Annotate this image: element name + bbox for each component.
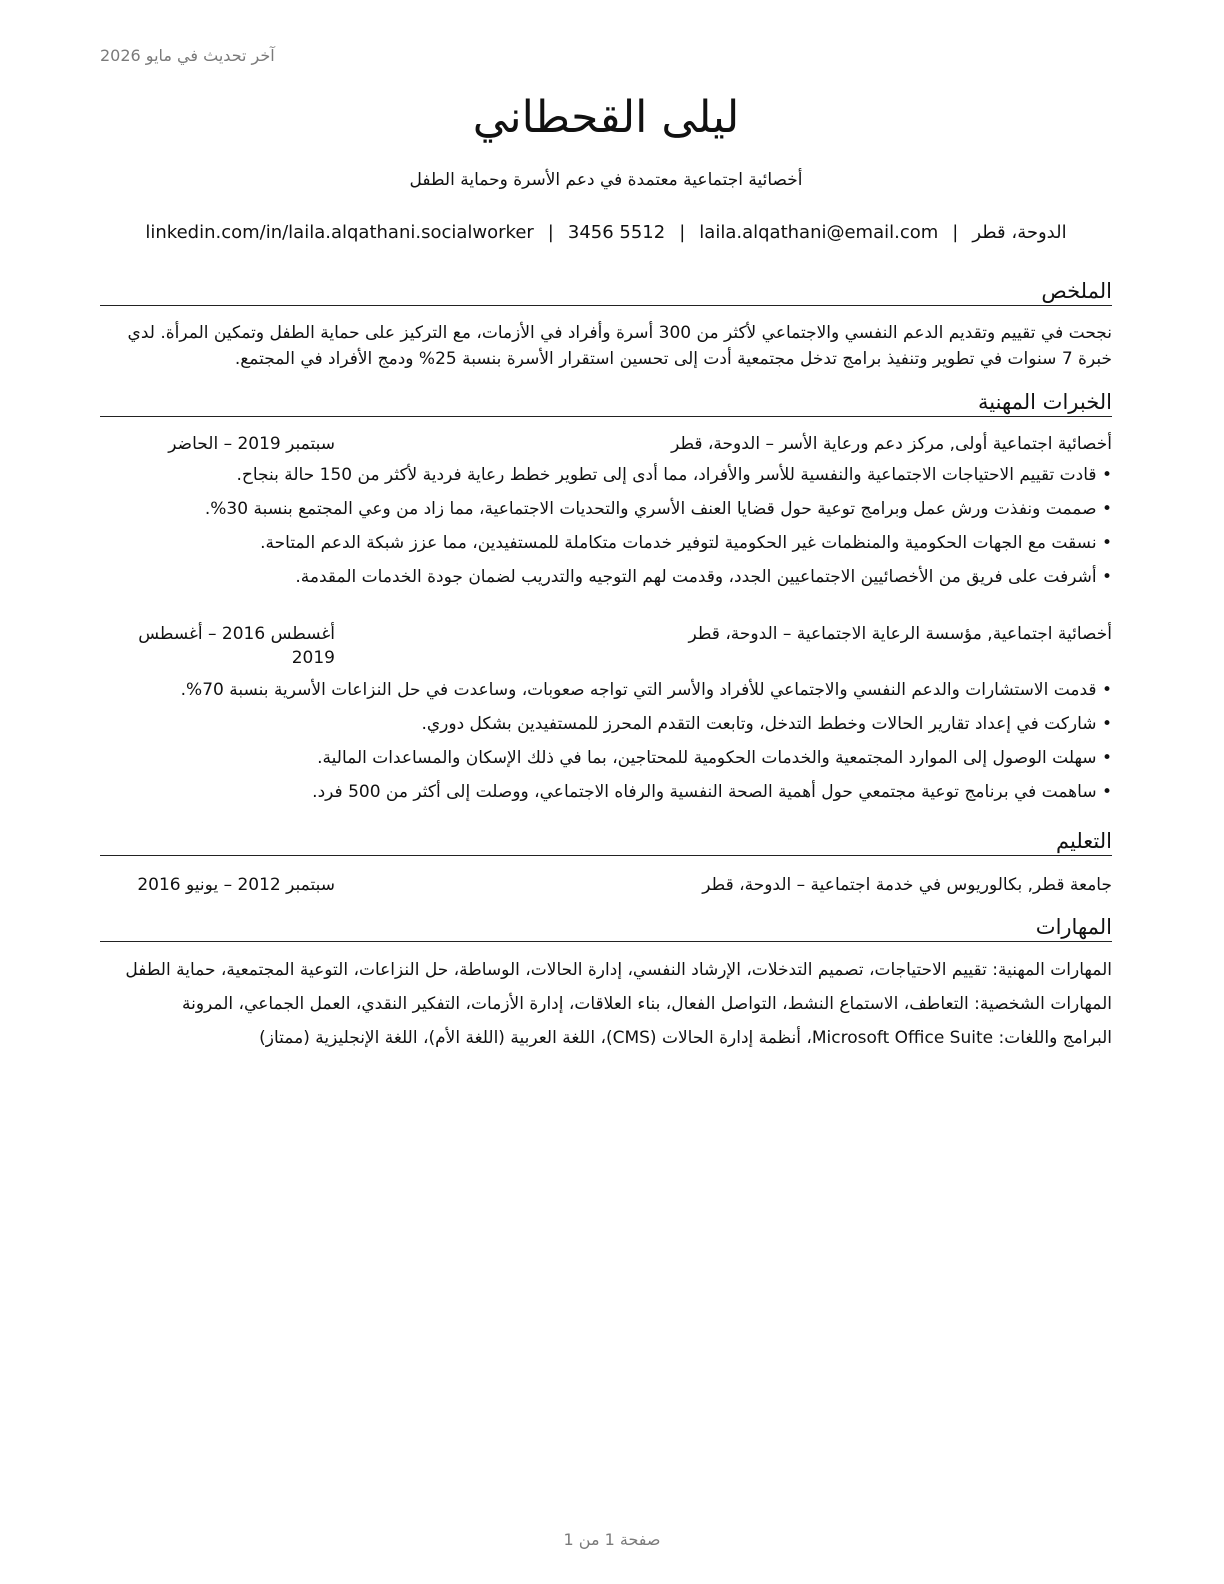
list-item: • أشرفت على فريق من الأخصائيين الاجتماعيين الجدد، وقدمت لهم التوجيه والتدريب لضمان جودة الخدمات المقدمة.	[90, 565, 1112, 589]
contact-separator: |	[547, 222, 554, 243]
summary-text: نجحت في تقييم وتقديم الدعم النفسي والاجتماعي لأكثر من 300 أسرة وأفراد في الأزمات، مع التركيز على حماية الطفل وتمكين المرأة. لدي خبرة 7 سنوات في تطوير وتنفيذ برامج تدخل مجتمعية أدت إلى تحسين استقرار الأسرة بنسبة 25% ودمج الأفراد في المجتمع.	[127, 323, 1112, 369]
contact-separator: |	[679, 222, 686, 243]
job-title: أخصائية اجتماعية, مؤسسة الرعاية الاجتماعية – الدوحة، قطر	[688, 624, 1112, 644]
section-title-summary: الملخص	[100, 278, 1112, 306]
job-bullets	[90, 678, 1112, 814]
list-item: • شاركت في إعداد تقارير الحالات وخطط التدخل، وتابعت التقدم المحرز للمستفيدين بشكل دوري.	[90, 712, 1112, 736]
job-dates	[100, 622, 335, 670]
job-bullets	[90, 463, 1112, 599]
skills-list	[94, 958, 1112, 1060]
section-title-skills: المهارات	[100, 914, 1112, 942]
candidate-name: ليلى القحطاني	[472, 92, 740, 143]
page-number: صفحة 1 من 1	[563, 1530, 661, 1549]
tagline: أخصائية اجتماعية معتمدة في دعم الأسرة وحماية الطفل	[409, 170, 803, 190]
job-dates-line1: أغسطس 2016 – أغسطس	[138, 624, 335, 644]
skills-professional: المهارات المهنية: تقييم الاحتياجات، تصميم التدخلات، الإرشاد النفسي، إدارة الحالات، الوساطة، حل النزاعات، التوعية المجتمعية، حماية الطفل	[125, 960, 1112, 980]
education-dates-text: سبتمبر 2012 – يونيو 2016	[137, 875, 335, 895]
list-item: • نسقت مع الجهات الحكومية والمنظمات غير الحكومية لتوفير خدمات متكاملة للمستفيدين، مما عزز شبكة الدعم المتاحة.	[90, 531, 1112, 555]
contact-phone: 3456 5512	[567, 222, 666, 243]
skills-software-languages: البرامج واللغات: Microsoft Office Suite، أنظمة إدارة الحالات (CMS)، اللغة العربية (اللغة الأم)، اللغة الإنجليزية (ممتاز)	[259, 1028, 1112, 1048]
list-item: • قدمت الاستشارات والدعم النفسي والاجتماعي للأفراد والأسر التي تواجه صعوبات، وساعدت في حل النزاعات الأسرية بنسبة 70%.	[90, 678, 1112, 702]
section-title-experience: الخبرات المهنية	[100, 389, 1112, 417]
contact-email[interactable]: laila.alqathani@email.com	[699, 222, 939, 243]
resume-page	[100, 0, 1112, 1584]
job-dates-text: سبتمبر 2019 – الحاضر	[168, 434, 335, 454]
section-title-education: التعليم	[100, 828, 1112, 856]
last-updated: آخر تحديث في مايو 2026	[100, 46, 275, 65]
job-dates	[100, 432, 335, 456]
contact-line	[100, 222, 1112, 243]
skills-personal: المهارات الشخصية: التعاطف، الاستماع النشط، التواصل الفعال، بناء العلاقات، إدارة الأزمات، التفكير النقدي، العمل الجماعي، المرونة	[181, 994, 1112, 1014]
list-item: • سهلت الوصول إلى الموارد المجتمعية والخدمات الحكومية للمحتاجين، بما في ذلك الإسكان والمساعدات المالية.	[90, 746, 1112, 770]
education-degree: جامعة قطر, بكالوريوس في خدمة اجتماعية – الدوحة، قطر	[702, 875, 1112, 895]
list-item: • صممت ونفذت ورش عمل وبرامج توعية حول قضايا العنف الأسري والتحديات الاجتماعية، مما زاد من وعي المجتمع بنسبة 30%.	[90, 497, 1112, 521]
list-item: • قادت تقييم الاحتياجات الاجتماعية والنفسية للأسر والأفراد، مما أدى إلى تطوير خطط رعاية فردية لأكثر من 150 حالة بنجاح.	[90, 463, 1112, 487]
job-dates-line2: 2019	[291, 648, 335, 668]
education-dates	[100, 873, 335, 897]
contact-location: الدوحة، قطر	[972, 222, 1067, 243]
list-item: • ساهمت في برنامج توعية مجتمعي حول أهمية الصحة النفسية والرفاه الاجتماعي، ووصلت إلى أكثر من 500 فرد.	[90, 780, 1112, 804]
contact-linkedin[interactable]: linkedin.com/in/laila.alqathani.socialworker	[145, 222, 534, 243]
contact-separator: |	[952, 222, 959, 243]
job-title: أخصائية اجتماعية أولى, مركز دعم ورعاية الأسر – الدوحة، قطر	[671, 434, 1112, 454]
